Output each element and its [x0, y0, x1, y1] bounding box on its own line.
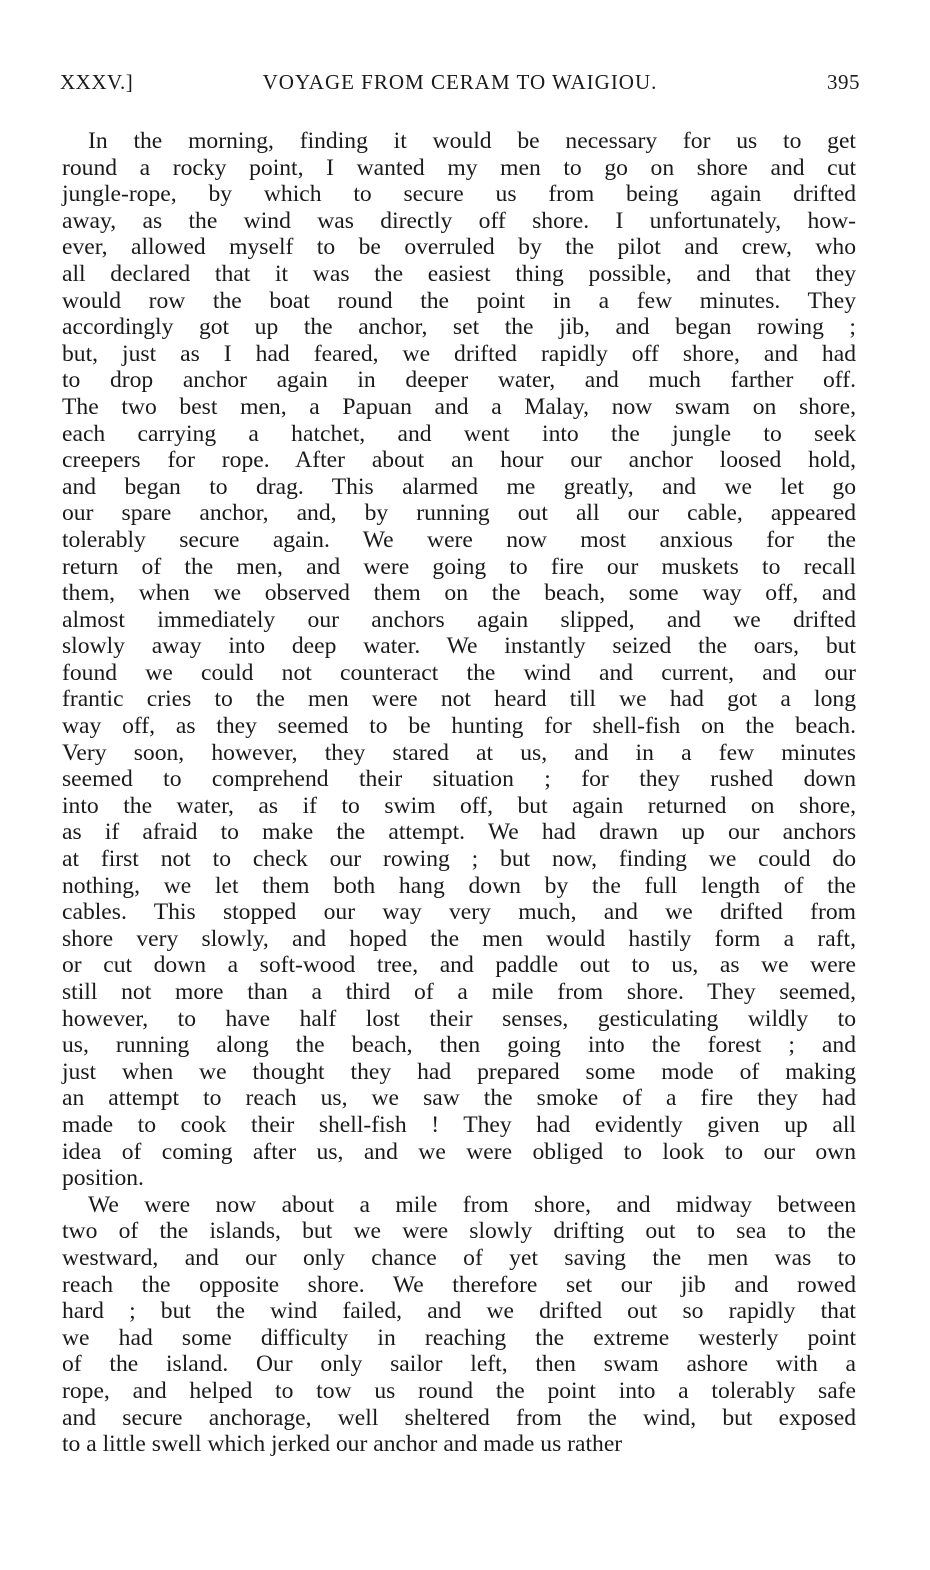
text-line: hard ; but the wind failed, and we drifted out so rapidly that — [62, 1298, 856, 1325]
text-line: way off, as they seemed to be hunting for shell-fish on the beach. — [62, 713, 856, 740]
page-number: 395 — [827, 70, 860, 94]
text-line: and secure anchorage, well sheltered from the wind, but exposed — [62, 1404, 856, 1431]
text-line: accordingly got up the anchor, set the jib, and began rowing ; — [62, 314, 856, 341]
text-line: tolerably secure again. We were now most anxious for the — [62, 526, 856, 553]
text-line: two of the islands, but we were slowly drifting out to sea to the — [62, 1218, 856, 1245]
text-line: each carrying a hatchet, and went into the jungle to seek — [62, 420, 856, 447]
text-line: as if afraid to make the attempt. We had drawn up our anchors — [62, 819, 856, 846]
text-line: idea of coming after us, and we were obliged to look to our own — [62, 1138, 856, 1165]
running-header — [60, 70, 860, 102]
text-line: frantic cries to the men were not heard till we had got a long — [62, 686, 856, 713]
text-line: return of the men, and were going to fire our muskets to recall — [62, 553, 856, 580]
text-line: our spare anchor, and, by running out all our cable, appeared — [62, 500, 856, 527]
text-line: cables. This stopped our way very much, and we drifted from — [62, 899, 856, 926]
text-line: just when we thought they had prepared some mode of making — [62, 1058, 856, 1085]
text-line: ever, allowed myself to be overruled by the pilot and crew, who — [62, 234, 856, 261]
text-line: slowly away into deep water. We instantly seized the oars, but — [62, 633, 856, 660]
text-line: at first not to check our rowing ; but now, finding we could do — [62, 846, 856, 873]
chapter-number: XXXV.] — [60, 70, 134, 94]
body-text — [62, 128, 856, 1458]
text-line: almost immediately our anchors again slipped, and we drifted — [62, 606, 856, 633]
text-line: jungle-rope, by which to secure us from being again drifted — [62, 181, 856, 208]
text-line: We were now about a mile from shore, and midway between — [88, 1191, 856, 1218]
text-line: however, to have half lost their senses, gesticulating wildly to — [62, 1005, 856, 1032]
text-line: found we could not counteract the wind and current, and our — [62, 659, 856, 686]
text-line: seemed to comprehend their situation ; for they rushed down — [62, 766, 856, 793]
text-line: would row the boat round the point in a few minutes. They — [62, 287, 856, 314]
paragraph — [62, 1192, 856, 1458]
text-line: all declared that it was the easiest thing possible, and that they — [62, 260, 856, 287]
text-line: to a little swell which jerked our anchor and made us rather — [62, 1431, 623, 1458]
text-line: them, when we observed them on the beach, some way off, and — [62, 580, 856, 607]
text-line: of the island. Our only sailor left, then swam ashore with a — [62, 1351, 856, 1378]
running-title: VOYAGE FROM CERAM TO WAIGIOU. — [262, 70, 658, 94]
text-line: but, just as I had feared, we drifted rapidly off shore, and had — [62, 340, 856, 367]
paragraph — [62, 128, 856, 1192]
text-line: position. — [62, 1165, 144, 1192]
text-line: into the water, as if to swim off, but again returned on shore, — [62, 792, 856, 819]
text-line: rope, and helped to tow us round the point into a tolerably safe — [62, 1377, 856, 1404]
text-line: an attempt to reach us, we saw the smoke of a fire they had — [62, 1085, 856, 1112]
text-line: made to cook their shell-fish ! They had evidently given up all — [62, 1111, 856, 1138]
text-line: shore very slowly, and hoped the men would hastily form a raft, — [62, 925, 856, 952]
text-line: westward, and our only chance of yet saving the men was to — [62, 1244, 856, 1271]
text-line: creepers for rope. After about an hour our anchor loosed hold, — [62, 447, 856, 474]
text-line: reach the opposite shore. We therefore set our jib and rowed — [62, 1271, 856, 1298]
text-line: to drop anchor again in deeper water, and much farther off. — [62, 367, 856, 394]
text-line: nothing, we let them both hang down by the full length of the — [62, 872, 856, 899]
text-line: round a rocky point, I wanted my men to go on shore and cut — [62, 154, 856, 181]
text-line: The two best men, a Papuan and a Malay, now swam on shore, — [62, 393, 856, 420]
text-line: we had some difficulty in reaching the extreme westerly point — [62, 1324, 856, 1351]
text-line: or cut down a soft-wood tree, and paddle out to us, as we were — [62, 952, 856, 979]
text-line: away, as the wind was directly off shore. I unfortunately, how- — [62, 207, 856, 234]
text-line: and began to drag. This alarmed me greatly, and we let go — [62, 473, 856, 500]
text-line: still not more than a third of a mile from shore. They seemed, — [62, 979, 856, 1005]
text-line: us, running along the beach, then going into the forest ; and — [62, 1032, 856, 1059]
text-line: Very soon, however, they stared at us, and in a few minutes — [62, 739, 856, 766]
text-line: In the morning, finding it would be necessary for us to get — [88, 128, 856, 154]
